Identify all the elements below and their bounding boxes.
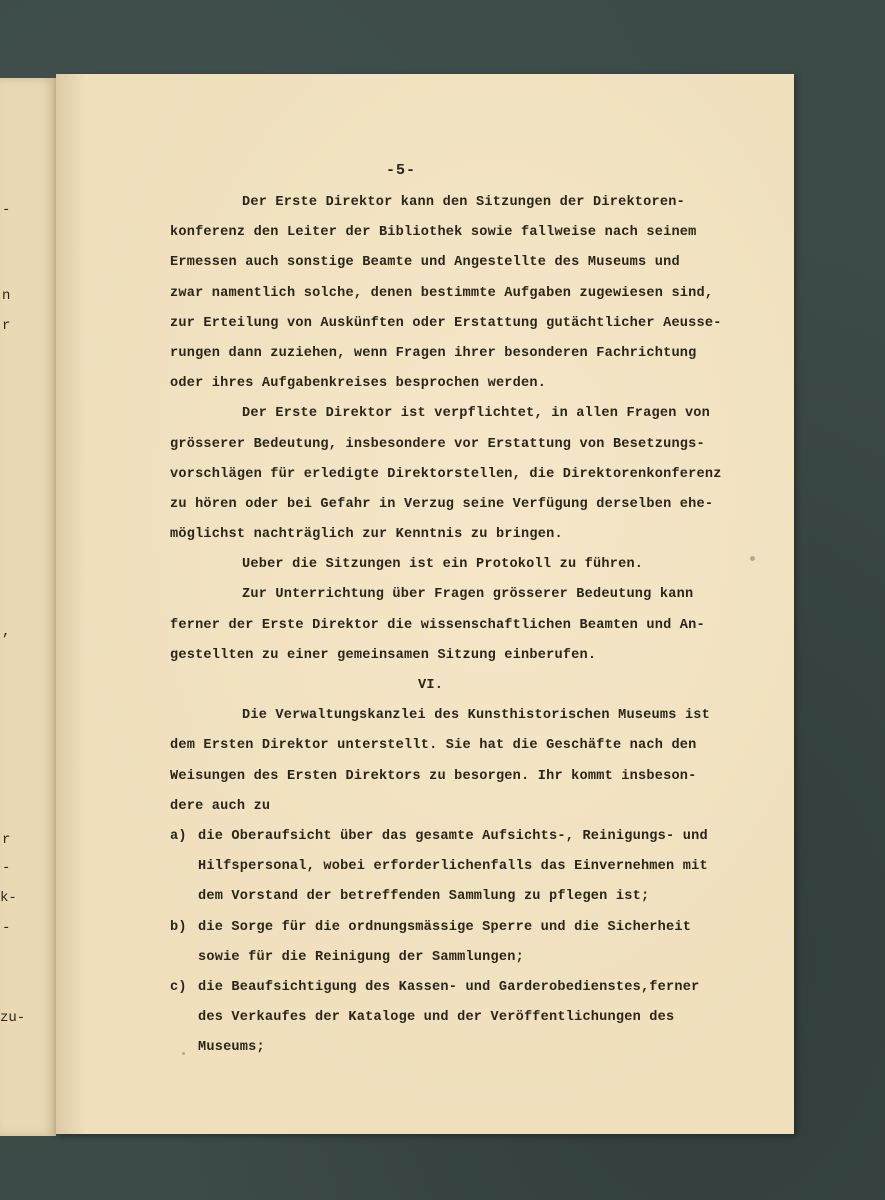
paragraph-line: gestellten zu einer gemeinsamen Sitzung einberufen. — [170, 647, 597, 663]
left-page-fragment: - — [2, 920, 11, 936]
paragraph-line: konferenz den Leiter der Bibliothek sowie fallweise nach seinem — [170, 225, 697, 241]
list-item-text: die Beaufsichtigung des Kassen- und Garderobedienstes,ferner — [198, 979, 700, 995]
paragraph-line: Ueber die Sitzungen ist ein Protokoll zu führen. — [242, 557, 644, 573]
paragraph-line: ferner der Erste Direktor die wissenschaftlichen Beamten und An- — [170, 617, 705, 633]
document-body — [170, 188, 780, 1063]
paragraph-line: zwar namentlich solche, denen bestimmte Aufgaben zugewiesen sind, — [170, 285, 714, 301]
left-page-fragment: r — [2, 832, 11, 848]
list-item-marker: c) — [170, 979, 187, 995]
paper-speck — [750, 556, 755, 561]
list-item — [170, 822, 780, 852]
paragraph-line: zu hören oder bei Gefahr in Verzug seine Verfügung derselben ehe- — [170, 496, 714, 512]
list-item-text: die Oberaufsicht über das gesamte Aufsichts-, Reinigungs- und — [198, 828, 708, 844]
paragraph-line: Die Verwaltungskanzlei des Kunsthistorischen Museums ist — [242, 708, 711, 724]
list-item-text: die Sorge für die ordnungsmässige Sperre und die Sicherheit — [198, 919, 692, 935]
left-page-fragment: k- — [0, 890, 17, 906]
paper-speck — [182, 1052, 185, 1055]
list-item-marker: b) — [170, 919, 187, 935]
page-number: -5- — [386, 162, 417, 179]
document-page — [56, 74, 794, 1134]
left-page-fragment: - — [2, 202, 11, 218]
list-item — [170, 973, 780, 1003]
paragraph-line: vorschlägen für erledigte Direktorstellen, die Direktorenkonferenz — [170, 466, 722, 482]
left-page-fragment: n — [2, 288, 11, 304]
list-item-line: sowie für die Reinigung der Sammlungen; — [198, 949, 524, 965]
left-page-fragment: , — [2, 624, 11, 640]
section-heading: VI. — [418, 678, 444, 693]
paragraph-line: oder ihres Aufgabenkreises besprochen werden. — [170, 376, 547, 392]
paragraph-line: dere auch zu — [170, 798, 271, 814]
left-page-edge — [0, 78, 56, 1136]
paragraph-line: Der Erste Direktor ist verpflichtet, in allen Fragen von — [242, 406, 711, 422]
left-page-fragment: r — [2, 318, 11, 334]
list-item-line: Hilfspersonal, wobei erforderlichenfalls das Einvernehmen mit — [198, 859, 708, 875]
paragraph-line: rungen dann zuziehen, wenn Fragen ihrer besonderen Fachrichtung — [170, 345, 697, 361]
paragraph-line: zur Erteilung von Auskünften oder Erstattung gutächtlicher Aeusse- — [170, 315, 722, 331]
paragraph-line: dem Ersten Direktor unterstellt. Sie hat die Geschäfte nach den — [170, 738, 697, 754]
paragraph-line: Ermessen auch sonstige Beamte und Angestellte des Museums und — [170, 255, 680, 271]
list-item-marker: a) — [170, 828, 187, 844]
list-item — [170, 913, 780, 943]
paragraph-line: Weisungen des Ersten Direktors zu besorgen. Ihr kommt insbeson- — [170, 768, 697, 784]
paragraph-line: Der Erste Direktor kann den Sitzungen der Direktoren- — [242, 195, 685, 210]
paragraph-line: Zur Unterrichtung über Fragen grösserer Bedeutung kann — [242, 587, 694, 603]
paragraph-line: grösserer Bedeutung, insbesondere vor Erstattung von Besetzungs- — [170, 436, 705, 452]
left-page-fragment: zu- — [0, 1010, 26, 1026]
paragraph-line: möglichst nachträglich zur Kenntnis zu bringen. — [170, 527, 563, 543]
list-item-line: Museums; — [198, 1040, 265, 1056]
left-page-fragment: - — [2, 860, 11, 876]
list-item-line: dem Vorstand der betreffenden Sammlung zu pflegen ist; — [198, 889, 650, 905]
list-item-line: des Verkaufes der Kataloge und der Veröffentlichungen des — [198, 1010, 675, 1026]
